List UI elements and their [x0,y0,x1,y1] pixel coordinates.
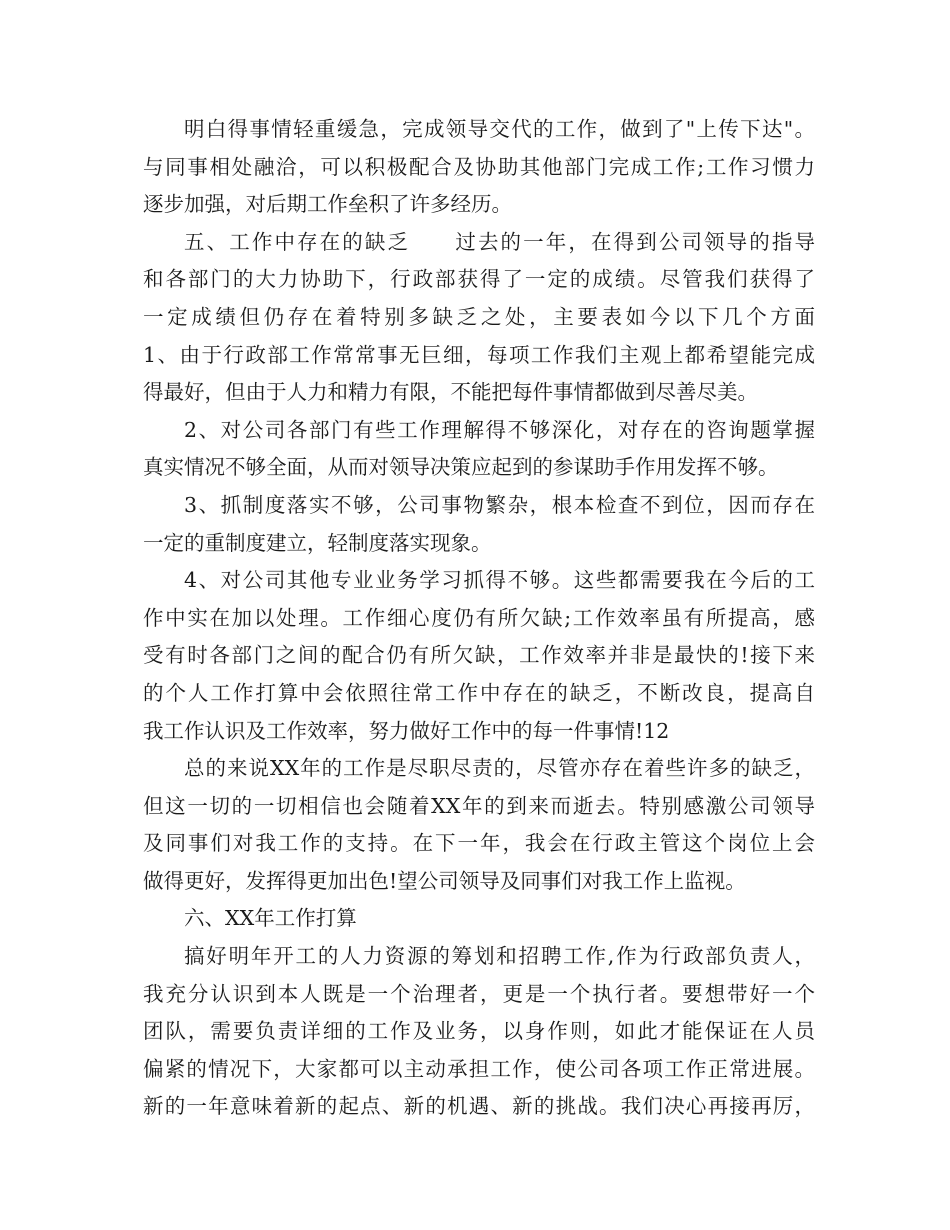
document-body [143,111,815,1126]
section-heading-line: 六、XX年工作打算 [184,906,357,931]
text-line: 我充分认识到本人既是一个治理者，更是一个执行者。要想带好一个 [143,981,815,1006]
text-line: 搞好明年开工的人力资源的筹划和招聘工作,作为行政部负责人， [184,944,815,969]
text-line: 但这一切的一切相信也会随着XX年的到来而逝去。特别感激公司领导 [143,793,815,818]
text-line: 团队，需要负责详细的工作及业务，以身作则，如此才能保证在人员 [143,1019,815,1044]
section-heading-line: 五、工作中存在的缺乏 过去的一年，在得到公司领导的指导 [184,229,815,254]
text-line: 3、抓制度落实不够，公司事物繁杂，根本检查不到位，因而存在 [184,492,815,517]
text-line: 新的一年意味着新的起点、新的机遇、新的挑战。我们决心再接再厉， [143,1094,815,1119]
text-line: 4、对公司其他专业业务学习抓得不够。这些都需要我在今后的工 [184,568,815,593]
text-line: 的个人工作打算中会依照往常工作中存在的缺乏，不断改良，提高自 [143,680,815,705]
text-line: 受有时各部门之间的配合仍有所欠缺，工作效率并非是最快的!接下来 [143,643,815,668]
text-line: 2、对公司各部门有些工作理解得不够深化，对存在的咨询题掌握 [184,417,815,442]
text-line: 得最好，但由于人力和精力有限，不能把每件事情都做到尽善尽美。 [143,380,758,405]
text-line: 1、由于行政部工作常常事无巨细，每项工作我们主观上都希望能完成 [143,342,815,367]
text-line: 作中实在加以处理。工作细心度仍有所欠缺;工作效率虽有所提高，感 [143,605,815,630]
text-line: 偏紧的情况下，大家都可以主动承担工作，使公司各项工作正常进展。 [143,1056,815,1081]
text-line: 明白得事情轻重缓急，完成领导交代的工作，做到了"上传下达"。 [184,117,815,141]
text-line: 做得更好，发挥得更加出色!望公司领导及同事们对我工作上监视。 [143,868,746,893]
text-line: 一定成绩但仍存在着特别多缺乏之处，主要表如今以下几个方面 [143,304,815,329]
text-line: 真实情况不够全面，从而对领导决策应起到的参谋助手作用发挥不够。 [143,455,779,480]
text-line: 与同事相处融洽，可以积极配合及协助其他部门完成工作;工作习惯力 [143,154,815,179]
text-line: 和各部门的大力协助下，行政部获得了一定的成绩。尽管我们获得了 [143,267,815,292]
text-line: 及同事们对我工作的支持。在下一年，我会在行政主管这个岗位上会 [143,831,815,856]
text-line: 总的来说XX年的工作是尽职尽责的，尽管亦存在着些许多的缺乏， [184,756,815,781]
text-line: 一定的重制度建立，轻制度落实现象。 [143,530,492,555]
text-line: 逐步加强，对后期工作垒积了许多经历。 [143,192,512,217]
text-line: 我工作认识及工作效率，努力做好工作中的每一件事情!12 [143,718,670,743]
